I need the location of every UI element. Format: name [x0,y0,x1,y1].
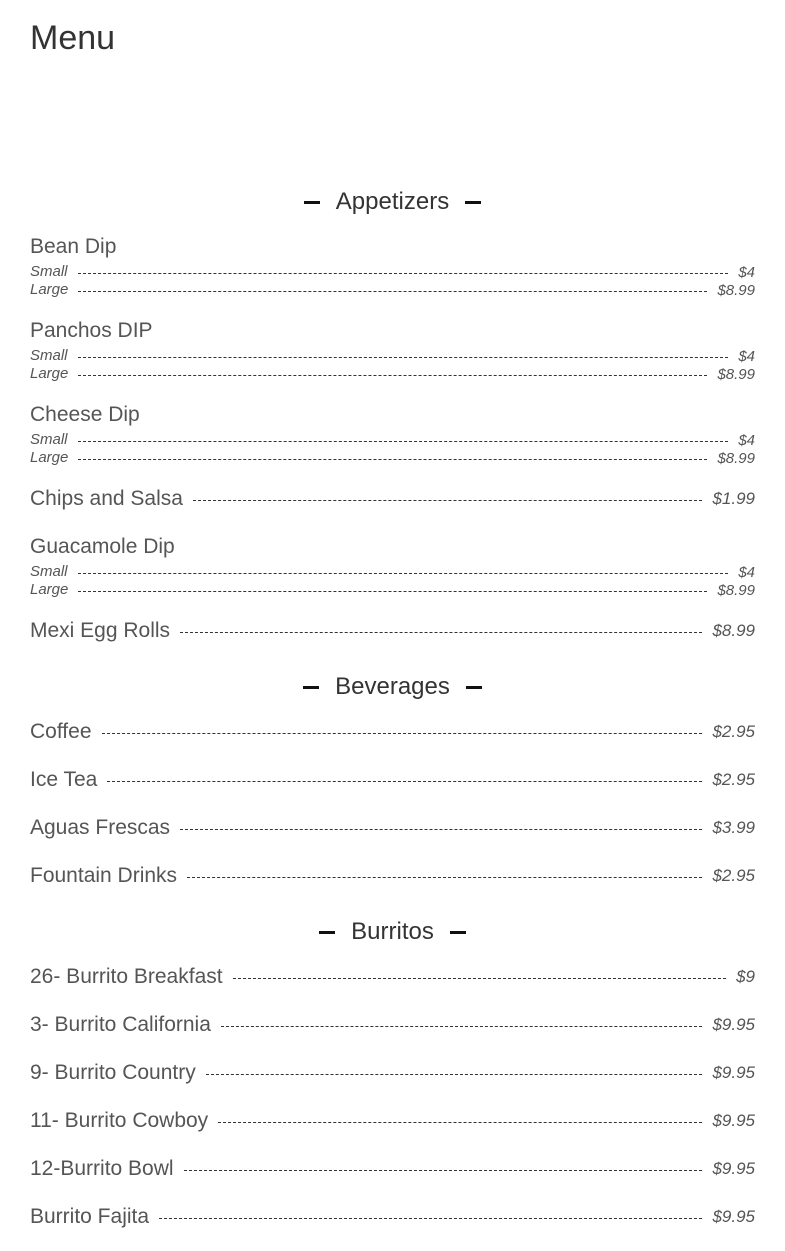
price: $9.95 [712,1063,755,1082]
dash-decoration [303,686,319,689]
page-title: Menu [30,19,116,57]
menu-item-name: 3- Burrito California [30,1013,211,1036]
dotted-leader [187,877,702,878]
menu-item [30,961,755,993]
dotted-leader [180,829,702,830]
menu-item [30,1153,755,1185]
size-price-row [30,563,755,581]
menu-item-row [30,1057,755,1089]
price: $9 [736,967,755,986]
menu-item-name: Chips and Salsa [30,487,183,510]
size-price-row [30,581,755,599]
size-price-row [30,449,755,467]
price: $8.99 [717,581,755,599]
dotted-leader [221,1026,703,1027]
menu-item-name: Burrito Fajita [30,1205,150,1228]
menu-item-name: 11- Burrito Cowboy [30,1109,209,1132]
menu-item-row [30,1009,755,1041]
dotted-leader [159,1218,702,1219]
dotted-leader [184,1170,703,1171]
dotted-leader [78,273,729,274]
menu-item [30,812,755,844]
dotted-leader [193,500,703,501]
price: $1.99 [712,489,755,508]
menu-item-name: Bean Dip [30,235,117,258]
dotted-leader [78,591,707,592]
size-price-row [30,263,755,281]
price: $8.99 [717,281,755,299]
dash-decoration [319,931,335,934]
menu-item-name: Guacamole Dip [30,535,175,558]
dotted-leader [233,978,726,979]
size-price-row [30,431,755,449]
size-label: Small [30,347,68,364]
price: $4 [738,347,755,365]
menu-item [30,764,755,796]
size-label: Large [30,365,69,382]
dotted-leader [107,781,702,782]
menu-item-name: Ice Tea [30,768,98,791]
menu-item-name: Cheese Dip [30,403,140,426]
price: $2.95 [712,722,755,741]
menu-item-row [30,812,755,844]
size-label: Large [30,581,69,598]
dotted-leader [78,375,707,376]
size-price-row [30,281,755,299]
dotted-leader [218,1122,702,1123]
section-title [30,180,755,224]
price: $9.95 [712,1159,755,1178]
menu-item-name: Panchos DIP [30,319,153,342]
dotted-leader [78,459,707,460]
menu-section-beverages [30,665,755,892]
price: $9.95 [712,1015,755,1034]
menu-item-row [30,1201,755,1233]
menu-item-name: Aguas Frescas [30,816,171,839]
size-label: Small [30,431,68,448]
menu-item-name: Fountain Drinks [30,864,178,887]
section-title-text: Burritos [351,918,434,945]
menu-item-row [30,860,755,892]
menu-item-row [30,483,755,515]
section-title-text: Beverages [335,673,450,700]
size-label: Small [30,563,68,580]
dash-decoration [465,201,481,204]
menu-item-row [30,1105,755,1137]
size-label: Large [30,281,69,298]
dotted-leader [206,1074,703,1075]
menu-list [30,180,755,1251]
price: $2.95 [712,866,755,885]
menu-item [30,1201,755,1233]
menu-item-row [30,1153,755,1185]
menu-item-row [30,716,755,748]
menu-item-name: 9- Burrito Country [30,1061,196,1084]
price: $8.99 [712,621,755,640]
section-title-text: Appetizers [335,188,450,215]
dotted-leader [78,291,707,292]
price: $4 [738,563,755,581]
price: $3.99 [712,818,755,837]
menu-item-name: Mexi Egg Rolls [30,619,171,642]
section-title [30,665,755,709]
dotted-leader [102,733,703,734]
menu-item [30,399,755,467]
section-title [30,910,755,954]
menu-item [30,716,755,748]
menu-item-name: 26- Burrito Breakfast [30,965,223,988]
menu-section-appetizers [30,180,755,647]
menu-item [30,315,755,383]
menu-item [30,231,755,299]
menu-item [30,1105,755,1137]
menu-item-row [30,961,755,993]
menu-item [30,860,755,892]
price: $9.95 [712,1207,755,1226]
menu-item-name: Coffee [30,720,92,743]
dotted-leader [78,441,729,442]
menu-item [30,1009,755,1041]
dash-decoration [304,201,320,204]
size-label: Small [30,263,68,280]
price: $4 [738,263,755,281]
size-price-row [30,365,755,383]
menu-item [30,1057,755,1089]
dotted-leader [180,632,702,633]
price: $8.99 [717,365,755,383]
price: $9.95 [712,1111,755,1130]
menu-item [30,531,755,599]
size-price-row [30,347,755,365]
menu-item [30,483,755,515]
dotted-leader [78,573,729,574]
size-label: Large [30,449,69,466]
price: $8.99 [717,449,755,467]
menu-item-name: 12-Burrito Bowl [30,1157,174,1180]
menu-section-burritos [30,910,755,1233]
menu-item [30,615,755,647]
dash-decoration [466,686,482,689]
menu-item-row [30,764,755,796]
dotted-leader [78,357,729,358]
dash-decoration [450,931,466,934]
price: $2.95 [712,770,755,789]
price: $4 [738,431,755,449]
menu-item-row [30,615,755,647]
